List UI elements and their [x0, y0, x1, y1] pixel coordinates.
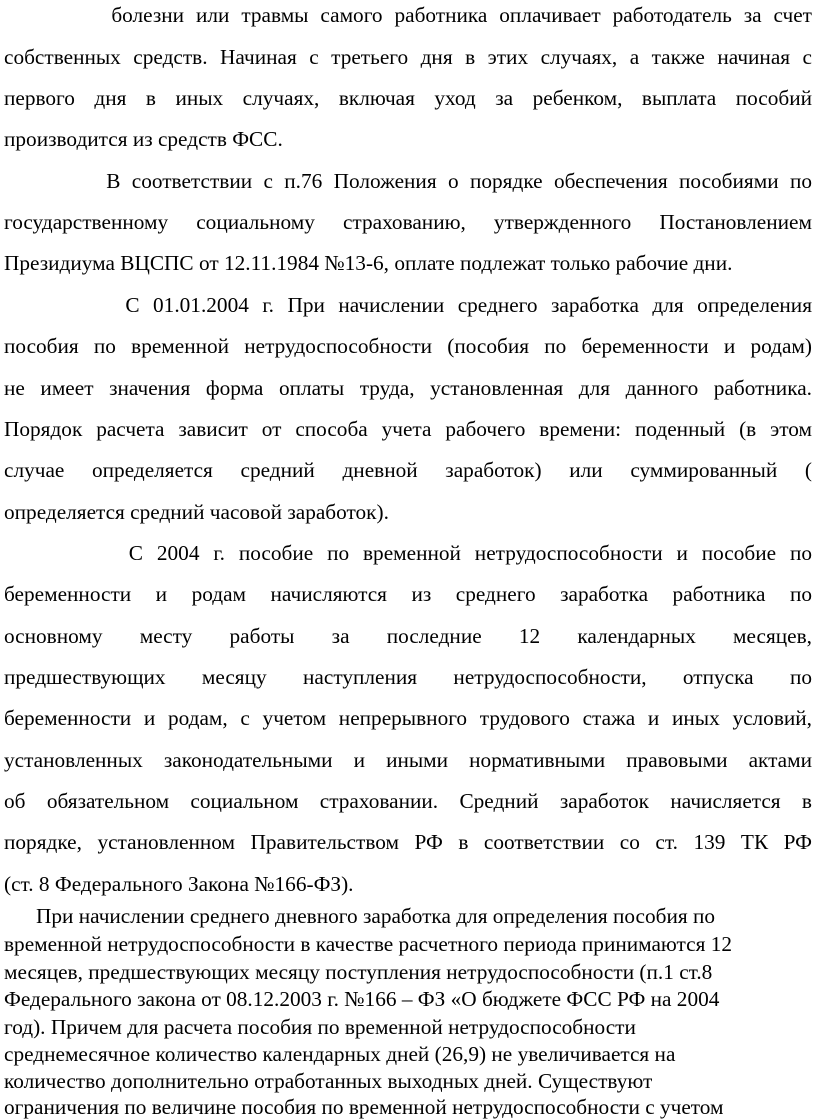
paragraph-1-line-3: первого дня в иных случаях, включая уход за ребенком, выплата пособий [4, 86, 812, 110]
paragraph-3-line-1: С 01.01.2004 г. При начислении среднего заработка для определения [4, 293, 812, 317]
paragraph-4-line-6: установленных законодательными и иными нормативными правовыми актами [4, 748, 812, 772]
paragraph-3-line-4: Порядок расчета зависит от способа учета рабочего времени: поденный (в этом [4, 417, 812, 441]
paragraph-2-line-1: В соответствии с п.76 Положения о порядке обеспечения пособиями по [4, 169, 812, 193]
paragraph-1-line-2: собственных средств. Начиная с третьего дня в этих случаях, а также начиная с [4, 45, 812, 69]
paragraph-5-line-2: временной нетрудоспособности в качестве расчетного периода принимаются 12 [4, 932, 732, 956]
paragraph-2-line-3: Президиума ВЦСПС от 12.11.1984 №13-6, оплате подлежат только рабочие дни. [4, 251, 733, 275]
paragraph-5-line-7: количество дополнительно отработанных выходных дней. Существуют [4, 1069, 653, 1093]
paragraph-4-line-1: С 2004 г. пособие по временной нетрудоспособности и пособие по [4, 541, 812, 565]
paragraph-5-line-3: месяцев, предшествующих месяцу поступления нетрудоспособности (п.1 ст.8 [4, 960, 713, 984]
paragraph-1-line-4: производится из средств ФСС. [4, 127, 283, 151]
paragraph-4-line-5: беременности и родам, с учетом непрерывного трудового стажа и иных условий, [4, 706, 812, 730]
paragraph-4-line-9: (ст. 8 Федерального Закона №166-ФЗ). [4, 872, 354, 896]
paragraph-4-line-8: порядке, установленном Правительством РФ в соответствии со ст. 139 ТК РФ [4, 830, 812, 854]
paragraph-3-line-6: определяется средний часовой заработок). [4, 500, 389, 524]
paragraph-3-line-5: случае определяется средний дневной заработок) или суммированный ( [4, 458, 812, 482]
paragraph-4-line-3: основному месту работы за последние 12 календарных месяцев, [4, 624, 812, 648]
paragraph-4-line-7: об обязательном социальном страховании. Средний заработок начисляется в [4, 789, 812, 813]
paragraph-5-line-1: При начислении среднего дневного заработка для определения пособия по [4, 904, 716, 928]
paragraph-5-line-8: ограничения по величине пособия по временной нетрудоспособности с учетом [4, 1095, 724, 1119]
paragraph-4-line-2: беременности и родам начисляются из среднего заработка работника по [4, 582, 812, 606]
paragraph-1-line-1: болезни или травмы самого работника оплачивает работодатель за счет [4, 3, 812, 27]
paragraph-2-line-2: государственному социальному страхованию, утвержденного Постановлением [4, 210, 812, 234]
paragraph-3-line-2: пособия по временной нетрудоспособности (пособия по беременности и родам) [4, 334, 812, 358]
paragraph-5-line-4: Федерального закона от 08.12.2003 г. №166 – ФЗ «О бюджете ФСС РФ на 2004 [4, 987, 720, 1011]
paragraph-5-line-5: год). Причем для расчета пособия по временной нетрудоспособности [4, 1015, 636, 1039]
paragraph-3-line-3: не имеет значения форма оплаты труда, установленная для данного работника. [4, 376, 812, 400]
paragraph-4-line-4: предшествующих месяцу наступления нетрудоспособности, отпуска по [4, 665, 812, 689]
paragraph-5-line-6: среднемесячное количество календарных дней (26,9) не увеличивается на [4, 1042, 676, 1066]
